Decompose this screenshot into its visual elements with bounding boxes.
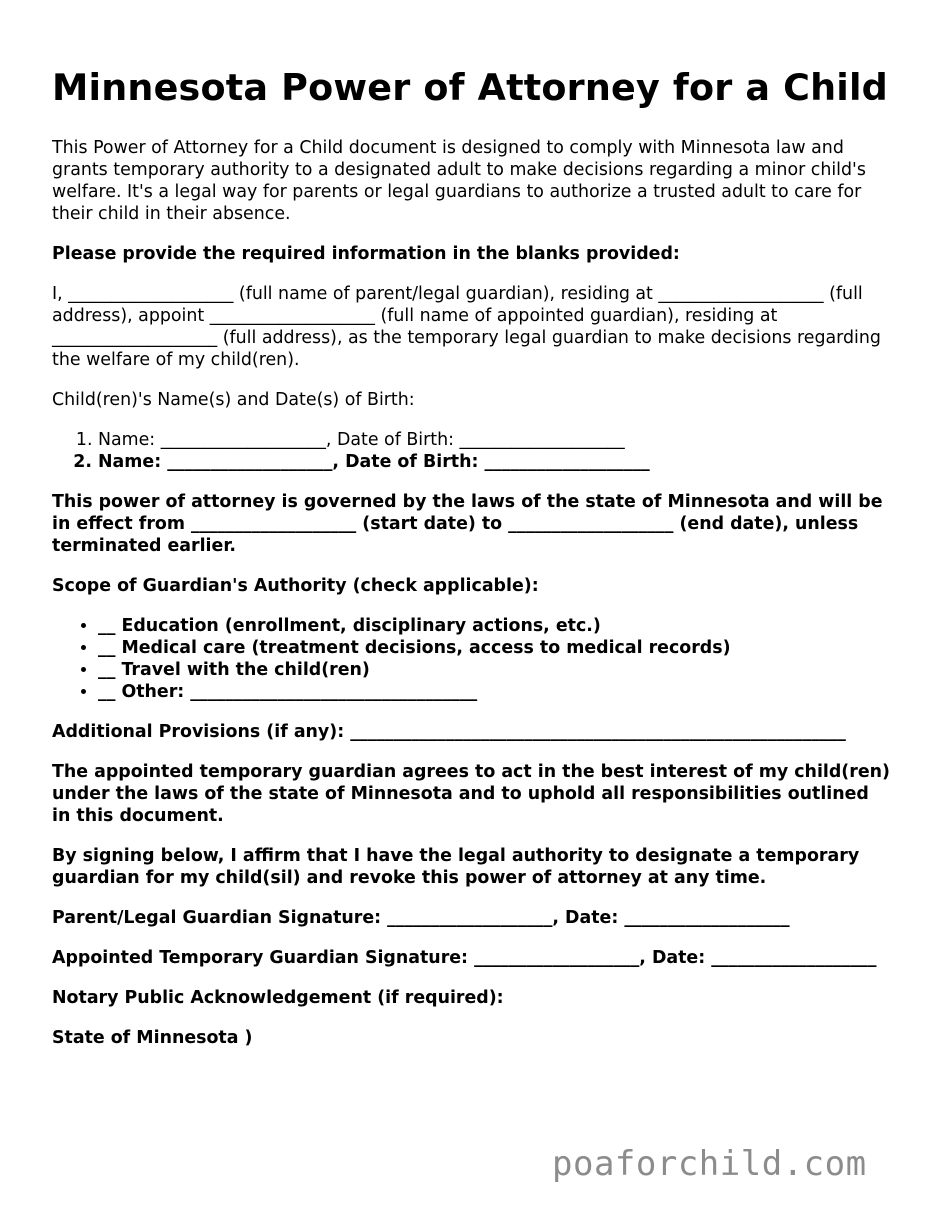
scope-item-other: • __ Other: _________________________________ xyxy=(98,681,892,703)
guardian-signature-line: Appointed Temporary Guardian Signature: ___________________, Date: ___________________ xyxy=(52,948,877,968)
agreement-paragraph: The appointed temporary guardian agrees to act in the best interest of my child(ren) under the laws of the state of Minnesota and to uphold all responsibilities outlined in this document. xyxy=(52,762,890,826)
child-entry: 2. Name: ___________________, Date of Birth: ___________________ xyxy=(98,451,892,473)
scope-item-medical: • __ Medical care (treatment decisions, access to medical records) xyxy=(98,637,892,659)
document-title: Minnesota Power of Attorney for a Child xyxy=(52,66,889,109)
instructions-heading: Please provide the required information in the blanks provided: xyxy=(52,244,680,264)
state-line: State of Minnesota ) xyxy=(52,1028,253,1048)
document-page xyxy=(52,66,892,1067)
scope-heading: Scope of Guardian's Authority (check applicable): xyxy=(52,576,539,596)
scope-item-travel: • __ Travel with the child(ren) xyxy=(98,659,892,681)
scope-list xyxy=(52,615,892,703)
additional-provisions: Additional Provisions (if any): _________________________________________________________ xyxy=(52,722,846,742)
parent-signature-line: Parent/Legal Guardian Signature: ___________________, Date: ___________________ xyxy=(52,908,790,928)
children-list xyxy=(52,429,892,473)
scope-item-education: • __ Education (enrollment, disciplinary actions, etc.) xyxy=(98,615,892,637)
governing-law-paragraph: This power of attorney is governed by the laws of the state of Minnesota and will be in effect from ___________________ (start date) to ___________________ (end date), unless terminated earlier. xyxy=(52,492,883,556)
affirmation-paragraph: By signing below, I affirm that I have the legal authority to designate a temporary guardian for my child(sil) and revoke this power of attorney at any time. xyxy=(52,846,860,888)
child-entry: 1. Name: ___________________, Date of Birth: ___________________ xyxy=(98,429,892,451)
appointment-paragraph: I, ___________________ (full name of parent/legal guardian), residing at ___________________ (full address), appoint ___________________ (full name of appointed guardian), residing at ___________________ (full address), as the temporary legal guardian to make decisions regarding the welfare of my child(ren). xyxy=(52,284,881,370)
intro-paragraph: This Power of Attorney for a Child document is designed to comply with Minnesota law and grants temporary authority to a designated adult to make decisions regarding a minor child's welfare. It's a legal way for parents or legal guardians to authorize a trusted adult to care for their child in their absence. xyxy=(52,138,866,224)
children-heading: Child(ren)'s Name(s) and Date(s) of Birth: xyxy=(52,390,415,410)
notary-heading: Notary Public Acknowledgement (if required): xyxy=(52,988,504,1008)
watermark-text: poaforchild.com xyxy=(552,1144,867,1184)
